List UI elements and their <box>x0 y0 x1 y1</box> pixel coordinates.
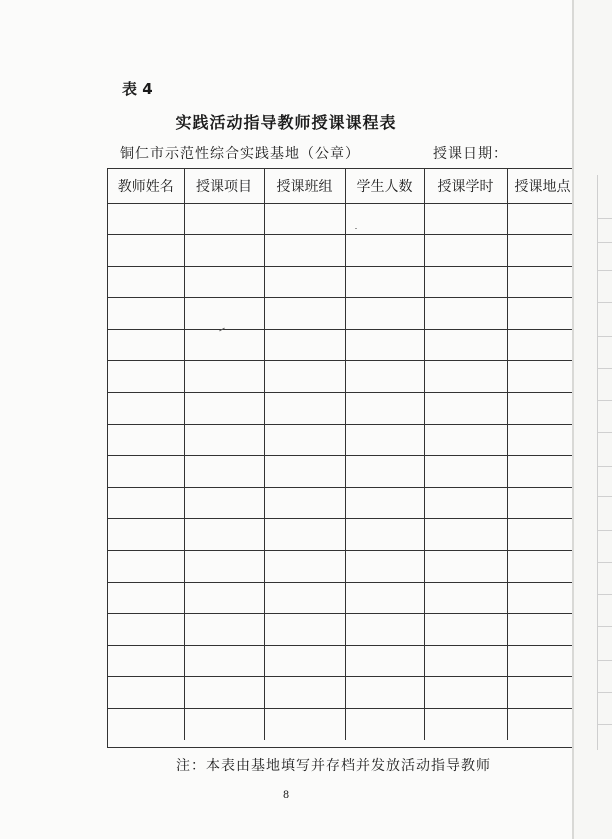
date-label: 授课日期： <box>433 146 508 162</box>
table-cell <box>507 456 572 488</box>
table-cell <box>507 361 572 393</box>
underlying-table-line <box>598 724 612 725</box>
table-cell <box>345 709 424 741</box>
table-cell <box>345 645 424 677</box>
table-cell <box>264 551 345 583</box>
organization-line: 铜仁市示范性综合实践基地（公章） <box>120 146 360 162</box>
table-cell <box>264 361 345 393</box>
table-cell <box>264 677 345 709</box>
table-cell <box>345 456 424 488</box>
underlying-table-line <box>598 270 612 271</box>
table-cell <box>108 235 184 267</box>
table-number-label: 表 4 <box>122 80 153 98</box>
table-cell <box>345 361 424 393</box>
table-row <box>108 361 572 393</box>
table-cell <box>108 266 184 298</box>
underlying-table-line <box>598 302 612 303</box>
table-row <box>108 645 572 677</box>
table-cell <box>108 645 184 677</box>
table-cell <box>424 645 507 677</box>
table-cell <box>108 329 184 361</box>
table-row <box>108 329 572 361</box>
underlying-table-line <box>598 496 612 497</box>
table-cell <box>108 298 184 330</box>
table-cell <box>108 393 184 425</box>
table-cell <box>184 361 264 393</box>
table-cell <box>424 582 507 614</box>
table-cell <box>507 203 572 235</box>
table-cell <box>264 709 345 741</box>
underlying-table-line <box>598 466 612 467</box>
table-cell <box>108 614 184 646</box>
table-row <box>108 582 572 614</box>
table-cell <box>424 235 507 267</box>
table-cell <box>108 519 184 551</box>
table-header-row <box>108 169 572 203</box>
table-cell <box>507 487 572 519</box>
table-cell <box>108 361 184 393</box>
table-cell <box>507 266 572 298</box>
table-cell <box>345 424 424 456</box>
table-cell <box>424 614 507 646</box>
table-cell <box>264 645 345 677</box>
table-cell <box>108 677 184 709</box>
underlying-page <box>574 0 612 839</box>
table-cell <box>507 551 572 583</box>
table-cell <box>264 298 345 330</box>
table-cell <box>184 203 264 235</box>
table-cell <box>184 298 264 330</box>
table-row <box>108 424 572 456</box>
underlying-table-line <box>598 594 612 595</box>
table-row <box>108 519 572 551</box>
table-cell <box>184 424 264 456</box>
table-cell <box>108 456 184 488</box>
table-row <box>108 709 572 741</box>
table-cell <box>184 614 264 646</box>
table-cell <box>345 393 424 425</box>
underlying-table-line <box>598 242 612 243</box>
table-cell <box>345 235 424 267</box>
table-cell <box>345 329 424 361</box>
footnote: 注：本表由基地填写并存档并发放活动指导教师 <box>176 758 491 774</box>
table-cell <box>507 393 572 425</box>
column-header: 授课地点 <box>507 169 572 203</box>
table-cell <box>424 709 507 741</box>
table-cell <box>264 487 345 519</box>
page-number: 8 <box>282 790 290 801</box>
table-cell <box>345 298 424 330</box>
underlying-table-line <box>598 692 612 693</box>
table-cell <box>108 487 184 519</box>
column-header: 授课班组 <box>264 169 345 203</box>
table-row <box>108 203 572 235</box>
scan-mark <box>355 228 357 229</box>
table-cell <box>264 203 345 235</box>
table-cell <box>184 393 264 425</box>
table-cell <box>108 203 184 235</box>
table-cell <box>424 393 507 425</box>
table-cell <box>345 203 424 235</box>
table-cell <box>507 645 572 677</box>
table-cell <box>507 582 572 614</box>
table-row <box>108 456 572 488</box>
table-cell <box>184 266 264 298</box>
table-cell <box>424 424 507 456</box>
underlying-table-line <box>598 626 612 627</box>
table-cell <box>507 677 572 709</box>
table-cell <box>184 456 264 488</box>
column-header: 学生人数 <box>345 169 424 203</box>
table-cell <box>264 235 345 267</box>
table-cell <box>424 677 507 709</box>
table-cell <box>264 519 345 551</box>
table-cell <box>108 424 184 456</box>
table-cell <box>424 519 507 551</box>
underlying-table-line <box>598 368 612 369</box>
underlying-table-line <box>598 432 612 433</box>
table-row <box>108 614 572 646</box>
underlying-table-line <box>598 660 612 661</box>
table-cell <box>108 709 184 741</box>
table-body <box>108 203 572 740</box>
table-cell <box>108 551 184 583</box>
table-cell <box>264 424 345 456</box>
table-cell <box>507 235 572 267</box>
table-row <box>108 677 572 709</box>
table-cell <box>424 203 507 235</box>
underlying-table-line <box>598 530 612 531</box>
table-cell <box>184 582 264 614</box>
table-cell <box>507 329 572 361</box>
table-cell <box>184 645 264 677</box>
table-cell <box>184 519 264 551</box>
underlying-table-line <box>598 400 612 401</box>
column-header: 授课项目 <box>184 169 264 203</box>
table-row <box>108 551 572 583</box>
table-row <box>108 487 572 519</box>
table-row <box>108 393 572 425</box>
table-cell <box>345 677 424 709</box>
table-row <box>108 266 572 298</box>
table-cell <box>424 551 507 583</box>
table-cell <box>184 551 264 583</box>
table-cell <box>345 266 424 298</box>
column-header: 教师姓名 <box>108 169 184 203</box>
table-cell <box>264 266 345 298</box>
table-cell <box>507 298 572 330</box>
underlying-table-line <box>598 562 612 563</box>
page-title: 实践活动指导教师授课课程表 <box>175 113 397 132</box>
table-cell <box>424 456 507 488</box>
table-cell <box>507 424 572 456</box>
underlying-table-line <box>598 218 612 219</box>
schedule-table <box>107 168 572 748</box>
table-cell <box>345 519 424 551</box>
table-cell <box>507 709 572 741</box>
table-cell <box>264 614 345 646</box>
table-cell <box>424 329 507 361</box>
table-cell <box>184 677 264 709</box>
table-row <box>108 235 572 267</box>
table-cell <box>507 614 572 646</box>
table-cell <box>264 329 345 361</box>
table-cell <box>108 582 184 614</box>
table-cell <box>184 235 264 267</box>
table-cell <box>184 487 264 519</box>
table-cell <box>345 614 424 646</box>
table-cell <box>424 266 507 298</box>
table-cell <box>507 519 572 551</box>
underlying-table-line <box>598 336 612 337</box>
table-cell <box>345 487 424 519</box>
underlying-table-border <box>597 175 598 750</box>
table-cell <box>345 582 424 614</box>
table-cell <box>184 709 264 741</box>
table-cell <box>424 361 507 393</box>
table-cell <box>424 298 507 330</box>
table-cell <box>345 551 424 583</box>
column-header: 授课学时 <box>424 169 507 203</box>
table-cell <box>264 393 345 425</box>
table-cell <box>264 456 345 488</box>
table-cell <box>424 487 507 519</box>
table-row <box>108 298 572 330</box>
table-cell <box>184 329 264 361</box>
table-cell <box>264 582 345 614</box>
